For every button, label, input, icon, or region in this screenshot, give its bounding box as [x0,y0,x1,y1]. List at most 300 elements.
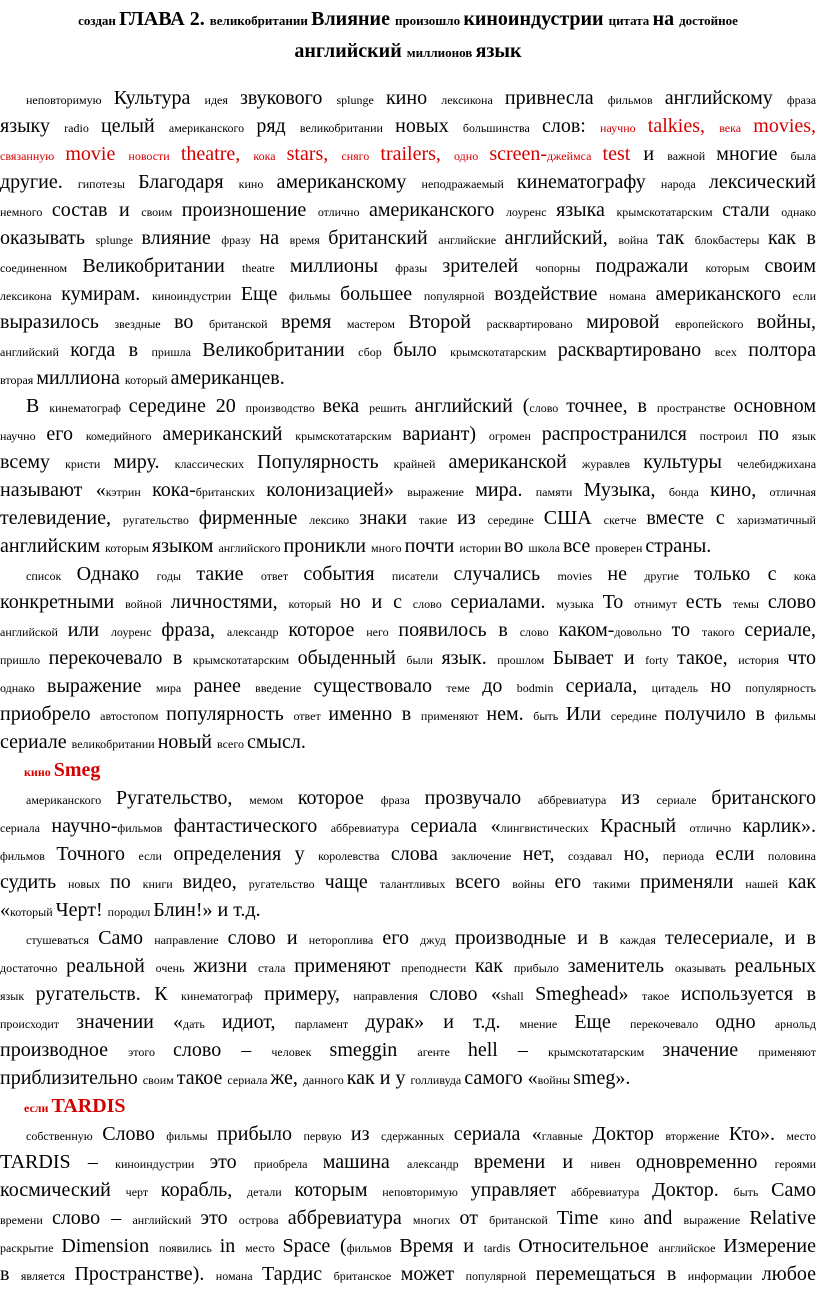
text-run: скетче [604,513,647,527]
text-run: and [643,1207,683,1229]
text-run: radio [64,121,101,135]
text-run: неподражаемый [422,177,517,191]
text-run: пространстве [657,401,734,415]
text-run: вторая [0,373,36,387]
text-line [0,1176,816,1204]
text-run: направления [353,989,429,1003]
text-run: мастером [347,317,409,331]
text-run: всего [217,737,247,751]
text-run: другие. [0,171,78,193]
text-run: отлично [689,821,742,835]
text-run: английский, [505,227,619,249]
text-run: времени и [474,1151,590,1173]
text-line [0,1232,816,1260]
text-run: его [555,871,593,893]
text-run: ответ [261,569,304,583]
text-run: который [10,905,56,919]
text-run: цитата [609,13,653,28]
text-run: кино [386,87,441,109]
text-run: проникли [284,535,372,557]
text-run: миру. [113,451,174,473]
text-run: выражение [684,1213,750,1227]
text-run: как и у [347,1067,411,1089]
text-run: во [504,535,528,557]
text-line [26,1120,816,1148]
text-run: как [788,871,816,893]
text-run: место [245,1241,282,1255]
text-run: применяют [758,1045,816,1059]
text-run: кока [253,149,286,163]
text-run: которым [294,1179,382,1201]
text-run: Тардис [262,1263,334,1285]
text-run: слов: [542,115,600,137]
text-run: точнее, в [566,395,657,417]
text-run: британских [196,485,267,499]
text-run: такого [702,625,744,639]
text-run: знаки [359,507,419,529]
text-run: прозвучало [425,787,538,809]
text-run: фильмы [775,709,816,723]
text-run: языка [556,199,616,221]
text-run: определения у [173,843,318,865]
text-run: состав и [52,199,141,221]
text-run: является [21,1269,75,1283]
text-run: самого « [464,1067,537,1089]
text-run: на [259,227,289,249]
text-line [0,336,816,364]
text-run: слово [768,591,816,613]
text-run: первую [303,1129,350,1143]
text-run: Слово [102,1123,166,1145]
text-run: кино [610,1213,644,1227]
text-run: были [406,653,441,667]
text-run: ряд [256,115,300,137]
text-run: Relative [749,1207,816,1229]
text-run: в [0,1263,21,1285]
text-run: сериале, [744,619,816,641]
text-run: большинства [463,121,542,135]
text-run: аббревиатура [571,1185,652,1199]
text-run: британский [328,227,438,249]
text-run: кинематографу [517,171,661,193]
text-run: сериала « [411,815,501,837]
text-run: фразу [221,233,259,247]
text-run: отличная [770,485,816,499]
text-run: книги [143,877,183,891]
text-run: Smeg [54,759,101,781]
text-run: гипотезы [78,177,138,191]
text-run: movie [65,143,128,165]
text-run: английскому [665,87,787,109]
text-run: подражали [596,255,706,277]
text-run: своим [143,1073,177,1087]
text-run: колонизацией» [266,479,407,501]
text-run: лингвистических [501,821,601,835]
text-run: распространился [542,423,700,445]
text-run: ругательство [123,513,199,527]
text-run: идея [205,93,241,107]
text-run: сдержанных [381,1129,454,1143]
text-run: страны. [645,535,711,557]
text-run: новости [128,149,180,163]
text-run: американский [162,423,295,445]
text-run: ругательств. К [36,983,181,1005]
text-run: такие [419,513,457,527]
text-run: сериала « [454,1123,542,1145]
text-run: преподнести [401,961,475,975]
text-run: же, [270,1067,302,1089]
text-line [0,1036,816,1064]
text-run: звездные [114,317,174,331]
text-run: английским [0,535,105,557]
text-line [0,532,816,560]
text-run: что [788,647,816,669]
text-run: фраза, [161,619,226,641]
text-run: века [323,395,369,417]
text-line [0,224,816,252]
text-run: кинематограф [49,401,129,415]
text-run: середине 20 [129,395,246,417]
text-run: английский [132,1213,200,1227]
text-run: сериала [0,821,51,835]
text-run: решить [369,401,415,415]
text-run: аббревиатура [288,1207,413,1229]
text-run: TARDIS [51,1095,125,1117]
text-run: перекочевало в [49,647,193,669]
text-line [0,1008,816,1036]
text-run: одно [715,1011,774,1033]
text-run: вместе с [646,507,736,529]
text-run: Само [98,927,154,949]
text-run: нем. [486,703,533,725]
text-run: киноиндустрии [463,8,608,30]
text-run: фраза [381,793,425,807]
text-line [0,140,816,168]
text-run: чопорны [535,261,595,275]
text-run: производство [246,401,323,415]
text-run: слово [520,625,559,639]
text-run: классических [175,457,258,471]
text-run: годы [157,569,197,583]
text-run: американцев. [171,367,285,389]
text-run: кэтрин [106,485,152,499]
text-run: расквартировано [486,317,586,331]
text-run: детали [247,1185,294,1199]
text-run: стушеваться [26,933,98,947]
text-line [26,784,816,812]
text-run: отлично [318,205,369,219]
text-run: применяют [421,709,486,723]
text-run: собственную [26,1129,102,1143]
text-run: создан [78,13,119,28]
text-run: влияние [141,227,221,249]
text-run: случались [453,563,557,585]
text-run: значение [662,1039,758,1061]
text-run: которым [705,261,764,275]
text-run: очень [156,961,194,975]
text-run: когда в [70,339,151,361]
text-run: привнесла [505,87,608,109]
text-line [0,812,816,840]
text-run: из [621,787,656,809]
text-run: языку [0,115,64,137]
text-run: Пространстве). [74,1263,215,1285]
text-run: появилось в [398,619,519,641]
text-run: вариант) [402,423,489,445]
text-run: ГЛАВА 2. [119,8,210,30]
text-run: челебиджихана [737,457,816,471]
text-run: жизни [193,955,258,977]
text-run: кино [239,177,277,191]
text-run: американского [169,121,256,135]
text-run: крымскотатарским [450,345,558,359]
text-run: произношение [182,199,318,221]
text-run: Время и [399,1235,483,1257]
text-run: соединенном [0,261,82,275]
text-run: расквартировано [558,339,715,361]
text-run: фантастического [174,815,331,837]
text-run: но, [624,843,663,865]
text-run: кинематограф [181,989,264,1003]
text-run: английский [0,345,70,359]
text-run: середине [488,513,544,527]
text-run: если [139,849,174,863]
text-run: Блин!» и т.д. [153,899,260,921]
text-run: ответ [293,709,328,723]
text-run: получило в [665,703,775,725]
text-line [0,364,816,392]
text-run: перемещаться в [536,1263,688,1285]
text-run: телевидение, [0,507,123,529]
text-run: неповторимую [26,93,114,107]
text-run: героями [775,1157,816,1171]
text-run: важной [667,149,716,163]
text-run: как [475,955,514,977]
text-run: время [281,311,347,333]
text-run: Великобритании [202,339,358,361]
text-run: карлик». [743,815,816,837]
text-run: Или [566,703,611,725]
text-run: trailers, [380,143,454,165]
text-run: звукового [240,87,337,109]
text-run: языком [152,535,219,557]
text-run: американской [449,451,582,473]
text-run: слово – [173,1039,271,1061]
text-run: talkies, [648,115,719,137]
text-line [0,168,816,196]
text-run: человек [271,1045,329,1059]
text-run: Space ( [282,1235,346,1257]
text-run: номана [216,1269,262,1283]
text-run: существовало [314,675,447,697]
text-run: forty [645,653,677,667]
text-run: британского [711,787,816,809]
text-run: джуд [420,933,455,947]
text-run: Черт! [56,899,108,921]
text-run: информации [688,1269,762,1283]
text-run: крайней [394,457,449,471]
text-run: пришла [152,345,203,359]
text-run: блокбастеры [695,233,768,247]
text-run: крымскотатарским [548,1045,662,1059]
text-run: корабль, [161,1179,247,1201]
text-run: александр [227,625,288,639]
text-run: То [603,591,635,613]
text-run: войны [512,877,554,891]
text-run: слово [413,597,451,611]
text-run: аббревиатура [538,793,621,807]
text-run: до [482,675,517,697]
text-line [0,252,816,280]
text-run: или [68,619,111,641]
text-run: парламент [295,1017,366,1031]
text-run: каком- [558,619,614,641]
text-run: всех [715,345,749,359]
text-run: войной [125,597,171,611]
text-run: smeg». [573,1067,630,1089]
text-run: Кто». [729,1123,787,1145]
text-run: английской [0,625,68,639]
text-run: splunge [337,93,386,107]
text-run: космический [0,1179,126,1201]
text-run: кока [794,569,816,583]
text-run: Измерение [723,1235,816,1257]
text-run: сериале [657,793,712,807]
text-run: test [603,143,644,165]
text-run: лексикона [0,289,61,303]
text-run: фразы [395,261,442,275]
text-run: примеру, [264,983,353,1005]
text-run: такое, [677,647,738,669]
text-run: арнольд [775,1017,816,1031]
text-run: США [544,507,604,529]
text-run: киноиндустрии [115,1157,209,1171]
text-run: было [393,339,450,361]
text-run: крымскотатарским [193,653,298,667]
text-run: movies, [753,115,816,137]
text-line [0,504,816,532]
text-run: прибыло [514,961,568,975]
text-run: личностями, [171,591,289,613]
text-run: времени [0,1213,52,1227]
text-run: такими [593,877,640,891]
text-run: раскрытие [0,1241,61,1255]
text-run: одно [454,149,489,163]
text-line [0,112,816,140]
text-run: которым [105,541,152,555]
text-run: кока- [152,479,196,501]
text-run: зрителей [442,255,535,277]
text-run: данного [303,1073,347,1087]
text-run: была [791,149,816,163]
text-run: реальной [66,955,155,977]
text-run: научно [0,429,46,443]
text-run: британской [489,1213,557,1227]
text-line [0,868,816,896]
text-run: война [618,233,656,247]
text-run: половина [768,849,816,863]
text-run: который [125,373,171,387]
text-run: Музыка, [584,479,669,501]
text-run: сериала [227,1073,270,1087]
text-run: теме [446,681,482,695]
text-line [0,1064,816,1092]
text-run: от [459,1207,489,1229]
text-run: происходит [0,1017,76,1031]
text-run: довольно [614,625,671,639]
text-run: значении « [76,1011,183,1033]
text-run: применяют [294,955,401,977]
text-line [26,560,816,588]
text-run: этого [128,1045,173,1059]
text-run: произошло [395,13,463,28]
text-run: так [657,227,695,249]
text-run: то [672,619,702,641]
text-run: достойное [679,13,738,28]
text-run: выражение [407,485,475,499]
text-run: screen- [489,143,547,165]
text-run: появились [159,1241,220,1255]
text-run: производные и в [455,927,620,949]
text-run: только с [694,563,794,585]
text-run: Влияние [311,8,395,30]
text-run: называют « [0,479,106,501]
text-run: дурак» и т.д. [365,1011,519,1033]
text-run: по [758,423,792,445]
text-run: события [303,563,391,585]
text-run: американского [656,283,793,305]
text-run: перекочевало [630,1017,715,1031]
text-run: популярность [166,703,293,725]
text-run: фильмы [289,289,340,303]
text-line [0,896,816,924]
text-run: язык [476,40,522,62]
text-run: номана [609,289,655,303]
text-run: Dimension [61,1235,159,1257]
text-run: сбор [358,345,393,359]
text-line [0,728,816,756]
text-run: прошлом [497,653,553,667]
text-run: новый [158,731,217,753]
text-run: Второй [408,311,486,333]
text-run: дать [183,1017,222,1031]
text-run: фильмов [0,849,56,863]
text-run: Еще [574,1011,630,1033]
text-run: построил [700,429,759,443]
text-run: целый [101,115,169,137]
text-run: автостопом [100,709,166,723]
text-run: середине [611,709,665,723]
text-run: нет, [523,843,568,865]
text-run: британское [334,1269,401,1283]
text-line [26,392,816,420]
text-run: сериале [0,731,72,753]
text-run: харизматичный [737,513,816,527]
text-run: фраза [787,93,816,107]
text-line [0,588,816,616]
text-run: язык [792,429,816,443]
text-run: фильмов [347,1241,400,1255]
text-run: выразилось [0,311,114,333]
text-run: крымскотатарским [616,205,722,219]
text-run: фильмов [608,93,665,107]
text-run: movies [557,569,607,583]
text-run: Еще [241,283,289,305]
text-line [0,700,816,728]
text-run: Доктор [592,1123,665,1145]
text-run: идиот, [222,1011,295,1033]
text-run: королевства [318,849,391,863]
